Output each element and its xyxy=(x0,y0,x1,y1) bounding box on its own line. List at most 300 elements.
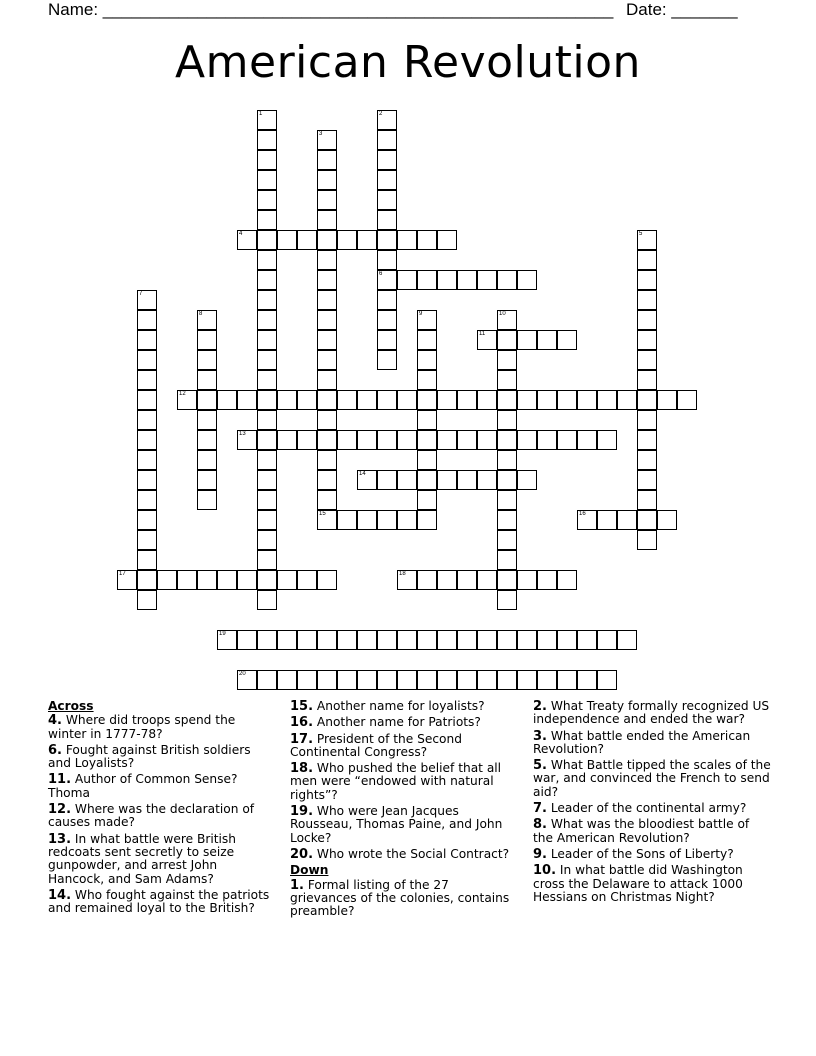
grid-cell[interactable] xyxy=(497,590,517,610)
grid-cell[interactable] xyxy=(297,230,317,250)
grid-cell[interactable] xyxy=(257,530,277,550)
down-heading: Down xyxy=(290,863,329,878)
grid-cell[interactable] xyxy=(497,310,517,330)
grid-cell[interactable] xyxy=(197,390,217,410)
grid-cell[interactable] xyxy=(197,350,217,370)
grid-cell[interactable] xyxy=(537,390,557,410)
grid-cell[interactable] xyxy=(457,270,477,290)
grid-cell[interactable] xyxy=(257,490,277,510)
clue-number: 6 xyxy=(379,271,383,277)
grid-cell[interactable] xyxy=(137,390,157,410)
grid-cell[interactable] xyxy=(417,450,437,470)
grid-cell[interactable] xyxy=(417,630,437,650)
grid-cell[interactable] xyxy=(197,470,217,490)
grid-cell[interactable] xyxy=(177,570,197,590)
grid-cell[interactable] xyxy=(197,410,217,430)
grid-cell[interactable] xyxy=(477,470,497,490)
grid-cell[interactable] xyxy=(257,250,277,270)
grid-cell[interactable] xyxy=(477,630,497,650)
clue-text: Where did troops spend the winter in 1777-78? xyxy=(48,713,236,741)
grid-cell[interactable] xyxy=(397,470,417,490)
grid-cell[interactable] xyxy=(457,430,477,450)
grid-cell[interactable] xyxy=(457,670,477,690)
clue-item xyxy=(533,802,771,815)
grid-cell[interactable] xyxy=(537,570,557,590)
grid-cell[interactable] xyxy=(317,230,337,250)
grid-cell[interactable] xyxy=(637,290,657,310)
grid-cell[interactable] xyxy=(437,270,457,290)
grid-cell[interactable] xyxy=(497,570,517,590)
grid-cell[interactable] xyxy=(137,370,157,390)
grid-cell[interactable] xyxy=(377,630,397,650)
grid-cell[interactable] xyxy=(297,570,317,590)
grid-cell[interactable] xyxy=(257,550,277,570)
grid-cell[interactable] xyxy=(317,210,337,230)
grid-cell[interactable] xyxy=(637,250,657,270)
grid-cell[interactable] xyxy=(477,390,497,410)
grid-cell[interactable] xyxy=(197,570,217,590)
clue-number: 4 xyxy=(239,231,243,237)
grid-cell[interactable] xyxy=(577,390,597,410)
grid-cell[interactable] xyxy=(557,570,577,590)
grid-cell[interactable] xyxy=(257,370,277,390)
grid-cell[interactable] xyxy=(257,290,277,310)
grid-cell[interactable] xyxy=(357,390,377,410)
grid-cell[interactable] xyxy=(297,430,317,450)
grid-cell[interactable] xyxy=(377,250,397,270)
grid-cell[interactable] xyxy=(257,230,277,250)
grid-cell[interactable] xyxy=(157,570,177,590)
grid-cell[interactable] xyxy=(317,190,337,210)
grid-cell[interactable] xyxy=(377,290,397,310)
clue-item xyxy=(290,700,518,713)
grid-cell[interactable] xyxy=(117,570,137,590)
clue-text: Leader of the continental army? xyxy=(546,801,747,816)
grid-cell[interactable] xyxy=(517,630,537,650)
grid-cell[interactable] xyxy=(417,310,437,330)
grid-cell[interactable] xyxy=(417,270,437,290)
grid-cell[interactable] xyxy=(497,450,517,470)
grid-cell[interactable] xyxy=(257,350,277,370)
grid-cell[interactable] xyxy=(457,470,477,490)
grid-cell[interactable] xyxy=(617,390,637,410)
grid-cell[interactable] xyxy=(417,430,437,450)
grid-cell[interactable] xyxy=(197,330,217,350)
grid-cell[interactable] xyxy=(637,490,657,510)
clue-number: 9 xyxy=(419,311,423,317)
grid-cell[interactable] xyxy=(417,510,437,530)
clue-text: Author of Common Sense? Thoma xyxy=(48,772,238,800)
grid-cell[interactable] xyxy=(557,670,577,690)
grid-cell[interactable] xyxy=(317,170,337,190)
grid-cell[interactable] xyxy=(297,390,317,410)
clue-item xyxy=(533,848,771,861)
grid-cell[interactable] xyxy=(317,290,337,310)
grid-cell[interactable] xyxy=(637,410,657,430)
grid-cell[interactable] xyxy=(237,430,257,450)
grid-cell[interactable] xyxy=(217,570,237,590)
grid-cell[interactable] xyxy=(257,130,277,150)
clue-number-label: 4. xyxy=(48,713,62,729)
grid-cell[interactable] xyxy=(637,390,657,410)
grid-cell[interactable] xyxy=(537,430,557,450)
clue-number: 18 xyxy=(399,571,406,577)
grid-cell[interactable] xyxy=(317,410,337,430)
grid-cell[interactable] xyxy=(417,470,437,490)
clue-item xyxy=(48,889,273,916)
grid-cell[interactable] xyxy=(637,330,657,350)
grid-cell[interactable] xyxy=(377,390,397,410)
grid-cell[interactable] xyxy=(337,630,357,650)
grid-cell[interactable] xyxy=(537,670,557,690)
grid-cell[interactable] xyxy=(337,230,357,250)
grid-cell[interactable] xyxy=(397,230,417,250)
grid-cell[interactable] xyxy=(137,550,157,570)
grid-cell[interactable] xyxy=(257,430,277,450)
grid-cell[interactable] xyxy=(437,430,457,450)
grid-cell[interactable] xyxy=(257,510,277,530)
grid-cell[interactable] xyxy=(477,330,497,350)
grid-cell[interactable] xyxy=(317,670,337,690)
grid-cell[interactable] xyxy=(137,510,157,530)
grid-cell[interactable] xyxy=(277,230,297,250)
grid-cell[interactable] xyxy=(577,430,597,450)
grid-cell[interactable] xyxy=(517,570,537,590)
grid-cell[interactable] xyxy=(317,470,337,490)
clue-number-label: 11. xyxy=(48,772,72,788)
clue-number: 15 xyxy=(319,511,326,517)
grid-cell[interactable] xyxy=(237,670,257,690)
grid-cell[interactable] xyxy=(637,470,657,490)
grid-cell[interactable] xyxy=(317,310,337,330)
clue-text: What was the bloodiest battle of the American Revolution? xyxy=(533,817,750,845)
grid-cell[interactable] xyxy=(317,130,337,150)
grid-cell[interactable] xyxy=(637,270,657,290)
grid-cell[interactable] xyxy=(137,290,157,310)
header xyxy=(48,0,748,22)
grid-cell[interactable] xyxy=(417,670,437,690)
grid-cell[interactable] xyxy=(197,430,217,450)
grid-cell[interactable] xyxy=(457,630,477,650)
clue-item xyxy=(533,700,771,727)
grid-cell[interactable] xyxy=(417,370,437,390)
grid-cell[interactable] xyxy=(577,510,597,530)
grid-cell[interactable] xyxy=(377,350,397,370)
grid-cell[interactable] xyxy=(397,390,417,410)
clues-column-2 xyxy=(290,700,518,921)
grid-cell[interactable] xyxy=(317,390,337,410)
grid-cell[interactable] xyxy=(637,430,657,450)
grid-cell[interactable] xyxy=(417,350,437,370)
grid-cell[interactable] xyxy=(377,330,397,350)
grid-cell[interactable] xyxy=(557,430,577,450)
grid-cell[interactable] xyxy=(397,570,417,590)
grid-cell[interactable] xyxy=(657,390,677,410)
clue-item xyxy=(533,730,771,757)
clue-number: 8 xyxy=(199,311,203,317)
clue-item xyxy=(290,848,518,861)
grid-cell[interactable] xyxy=(397,270,417,290)
grid-cell[interactable] xyxy=(677,390,697,410)
clue-text: Leader of the Sons of Liberty? xyxy=(546,846,734,861)
grid-cell[interactable] xyxy=(517,470,537,490)
grid-cell[interactable] xyxy=(317,330,337,350)
grid-cell[interactable] xyxy=(317,570,337,590)
grid-cell[interactable] xyxy=(377,210,397,230)
clue-item xyxy=(48,803,273,830)
clue-number: 17 xyxy=(119,571,126,577)
grid-cell[interactable] xyxy=(357,630,377,650)
grid-cell[interactable] xyxy=(377,310,397,330)
grid-cell[interactable] xyxy=(437,470,457,490)
grid-cell[interactable] xyxy=(497,550,517,570)
grid-cell[interactable] xyxy=(277,630,297,650)
grid-cell[interactable] xyxy=(317,630,337,650)
grid-cell[interactable] xyxy=(237,630,257,650)
grid-cell[interactable] xyxy=(317,510,337,530)
grid-cell[interactable] xyxy=(257,450,277,470)
clue-number-label: 15. xyxy=(290,699,314,714)
grid-cell[interactable] xyxy=(357,230,377,250)
grid-cell[interactable] xyxy=(417,330,437,350)
grid-cell[interactable] xyxy=(557,630,577,650)
grid-cell[interactable] xyxy=(257,110,277,130)
grid-cell[interactable] xyxy=(637,450,657,470)
grid-cell[interactable] xyxy=(497,390,517,410)
grid-cell[interactable] xyxy=(257,630,277,650)
grid-cell[interactable] xyxy=(557,390,577,410)
grid-cell[interactable] xyxy=(397,670,417,690)
clue-text: Formal listing of the 27 grievances of the colonies, contains preamble? xyxy=(290,877,510,919)
grid-cell[interactable] xyxy=(217,390,237,410)
grid-cell[interactable] xyxy=(437,570,457,590)
clue-item xyxy=(48,773,273,800)
grid-cell[interactable] xyxy=(317,450,337,470)
grid-cell[interactable] xyxy=(137,430,157,450)
across-heading: Across xyxy=(48,699,94,713)
grid-cell[interactable] xyxy=(477,570,497,590)
grid-cell[interactable] xyxy=(337,670,357,690)
grid-cell[interactable] xyxy=(317,490,337,510)
grid-cell[interactable] xyxy=(257,330,277,350)
clue-text: Another name for loyalists? xyxy=(313,699,485,713)
grid-cell[interactable] xyxy=(537,630,557,650)
grid-cell[interactable] xyxy=(357,430,377,450)
grid-cell[interactable] xyxy=(497,510,517,530)
grid-cell[interactable] xyxy=(257,150,277,170)
grid-cell[interactable] xyxy=(397,510,417,530)
clue-item xyxy=(290,716,518,729)
grid-cell[interactable] xyxy=(257,170,277,190)
grid-cell[interactable] xyxy=(577,630,597,650)
grid-cell[interactable] xyxy=(257,270,277,290)
grid-cell[interactable] xyxy=(597,630,617,650)
grid-cell[interactable] xyxy=(637,230,657,250)
grid-cell[interactable] xyxy=(417,570,437,590)
grid-cell[interactable] xyxy=(257,190,277,210)
grid-cell[interactable] xyxy=(637,350,657,370)
grid-cell[interactable] xyxy=(277,390,297,410)
grid-cell[interactable] xyxy=(377,510,397,530)
clue-number-label: 6. xyxy=(48,742,62,758)
grid-cell[interactable] xyxy=(357,510,377,530)
grid-cell[interactable] xyxy=(237,230,257,250)
grid-cell[interactable] xyxy=(497,330,517,350)
grid-cell[interactable] xyxy=(277,430,297,450)
grid-cell[interactable] xyxy=(457,570,477,590)
clue-item xyxy=(290,805,518,845)
grid-cell[interactable] xyxy=(257,590,277,610)
grid-cell[interactable] xyxy=(437,670,457,690)
grid-cell[interactable] xyxy=(197,310,217,330)
grid-cell[interactable] xyxy=(237,570,257,590)
grid-cell[interactable] xyxy=(257,410,277,430)
grid-cell[interactable] xyxy=(377,110,397,130)
grid-cell[interactable] xyxy=(377,190,397,210)
grid-cell[interactable] xyxy=(497,630,517,650)
grid-cell[interactable] xyxy=(657,510,677,530)
grid-cell[interactable] xyxy=(137,450,157,470)
grid-cell[interactable] xyxy=(317,370,337,390)
grid-cell[interactable] xyxy=(257,670,277,690)
grid-cell[interactable] xyxy=(417,390,437,410)
clue-item xyxy=(48,714,273,741)
grid-cell[interactable] xyxy=(137,490,157,510)
grid-cell[interactable] xyxy=(377,430,397,450)
grid-cell[interactable] xyxy=(537,330,557,350)
clue-number: 20 xyxy=(239,671,246,677)
grid-cell[interactable] xyxy=(317,270,337,290)
grid-cell[interactable] xyxy=(137,590,157,610)
grid-cell[interactable] xyxy=(617,630,637,650)
grid-cell[interactable] xyxy=(457,390,477,410)
grid-cell[interactable] xyxy=(377,670,397,690)
grid-cell[interactable] xyxy=(377,150,397,170)
grid-cell[interactable] xyxy=(517,270,537,290)
clue-number: 10 xyxy=(499,311,506,317)
grid-cell[interactable] xyxy=(137,330,157,350)
grid-cell[interactable] xyxy=(257,210,277,230)
grid-cell[interactable] xyxy=(517,670,537,690)
clue-number-label: 2. xyxy=(533,699,547,714)
grid-cell[interactable] xyxy=(377,170,397,190)
grid-cell[interactable] xyxy=(197,450,217,470)
grid-cell[interactable] xyxy=(337,430,357,450)
grid-cell[interactable] xyxy=(617,510,637,530)
grid-cell[interactable] xyxy=(137,530,157,550)
grid-cell[interactable] xyxy=(437,390,457,410)
clue-item xyxy=(290,762,518,802)
grid-cell[interactable] xyxy=(497,530,517,550)
grid-cell[interactable] xyxy=(497,410,517,430)
grid-cell[interactable] xyxy=(557,330,577,350)
grid-cell[interactable] xyxy=(437,630,457,650)
grid-cell[interactable] xyxy=(477,270,497,290)
grid-cell[interactable] xyxy=(377,130,397,150)
grid-cell[interactable] xyxy=(317,430,337,450)
grid-cell[interactable] xyxy=(317,350,337,370)
grid-cell[interactable] xyxy=(497,470,517,490)
clue-text: What Battle tipped the scales of the war, and convinced the French to send aid? xyxy=(533,758,771,799)
grid-cell[interactable] xyxy=(257,570,277,590)
grid-cell[interactable] xyxy=(597,390,617,410)
grid-cell[interactable] xyxy=(637,530,657,550)
grid-cell[interactable] xyxy=(477,670,497,690)
grid-cell[interactable] xyxy=(317,250,337,270)
clue-number: 5 xyxy=(639,231,643,237)
grid-cell[interactable] xyxy=(517,390,537,410)
grid-cell[interactable] xyxy=(377,470,397,490)
clue-number: 2 xyxy=(379,111,383,117)
grid-cell[interactable] xyxy=(317,150,337,170)
grid-cell[interactable] xyxy=(137,410,157,430)
grid-cell[interactable] xyxy=(297,630,317,650)
grid-cell[interactable] xyxy=(277,570,297,590)
grid-cell[interactable] xyxy=(137,310,157,330)
grid-cell[interactable] xyxy=(357,470,377,490)
grid-cell[interactable] xyxy=(637,370,657,390)
grid-cell[interactable] xyxy=(417,230,437,250)
grid-cell[interactable] xyxy=(497,370,517,390)
clue-number-label: 12. xyxy=(48,802,72,818)
name-field[interactable]: Name: ______________________________________________________ xyxy=(48,0,614,19)
grid-cell[interactable] xyxy=(377,230,397,250)
grid-cell[interactable] xyxy=(497,490,517,510)
grid-cell[interactable] xyxy=(477,430,497,450)
clue-item xyxy=(290,733,518,760)
grid-cell[interactable] xyxy=(437,230,457,250)
clue-number: 16 xyxy=(579,511,586,517)
grid-cell[interactable] xyxy=(397,430,417,450)
grid-cell[interactable] xyxy=(257,310,277,330)
grid-cell[interactable] xyxy=(517,330,537,350)
grid-cell[interactable] xyxy=(497,270,517,290)
grid-cell[interactable] xyxy=(517,430,537,450)
grid-cell[interactable] xyxy=(297,670,317,690)
grid-cell[interactable] xyxy=(577,670,597,690)
grid-cell[interactable] xyxy=(397,630,417,650)
grid-cell[interactable] xyxy=(217,630,237,650)
grid-cell[interactable] xyxy=(417,490,437,510)
grid-cell[interactable] xyxy=(597,430,617,450)
grid-cell[interactable] xyxy=(137,570,157,590)
grid-cell[interactable] xyxy=(337,390,357,410)
grid-cell[interactable] xyxy=(257,470,277,490)
grid-cell[interactable] xyxy=(637,510,657,530)
grid-cell[interactable] xyxy=(197,490,217,510)
grid-cell[interactable] xyxy=(497,430,517,450)
grid-cell[interactable] xyxy=(137,350,157,370)
grid-cell[interactable] xyxy=(177,390,197,410)
grid-cell[interactable] xyxy=(417,410,437,430)
grid-cell[interactable] xyxy=(137,470,157,490)
clues-column-3 xyxy=(533,700,771,907)
grid-cell[interactable] xyxy=(357,670,377,690)
grid-cell[interactable] xyxy=(597,510,617,530)
grid-cell[interactable] xyxy=(277,670,297,690)
grid-cell[interactable] xyxy=(337,510,357,530)
clue-number-label: 19. xyxy=(290,804,314,820)
grid-cell[interactable] xyxy=(377,270,397,290)
grid-cell[interactable] xyxy=(497,670,517,690)
grid-cell[interactable] xyxy=(257,390,277,410)
grid-cell[interactable] xyxy=(637,310,657,330)
date-field[interactable]: Date: _______ xyxy=(626,0,738,19)
grid-cell[interactable] xyxy=(197,370,217,390)
grid-cell[interactable] xyxy=(237,390,257,410)
grid-cell[interactable] xyxy=(497,350,517,370)
grid-cell[interactable] xyxy=(597,670,617,690)
